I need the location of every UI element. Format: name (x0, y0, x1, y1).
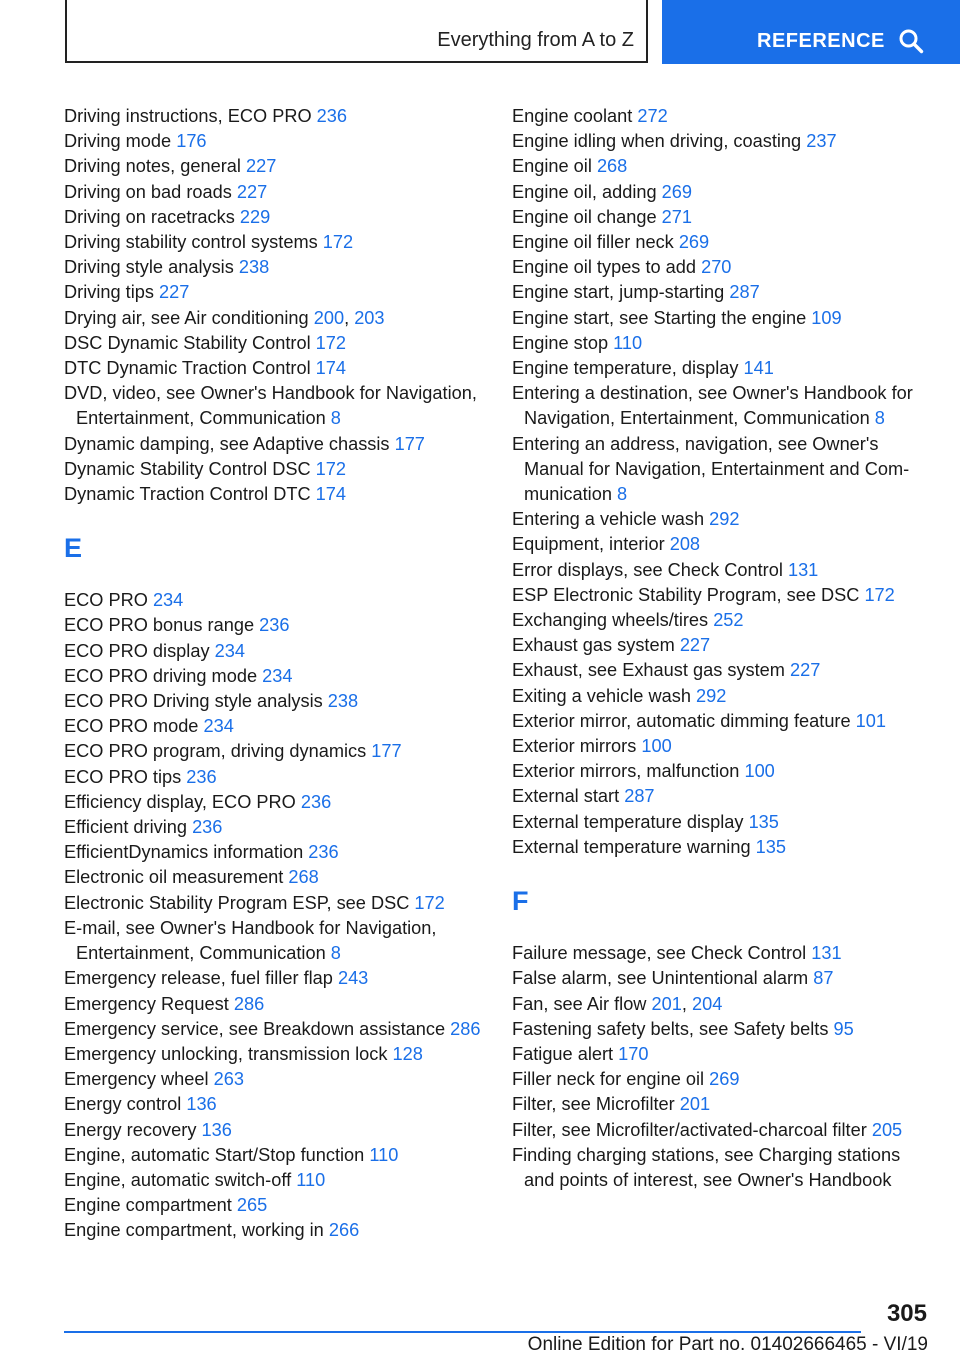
index-entry (512, 280, 932, 305)
index-entry (64, 992, 484, 1017)
index-entry (64, 588, 484, 613)
index-term: Exhaust gas system (512, 635, 680, 656)
page-link[interactable]: 172 (864, 584, 895, 605)
index-term: Exiting a vehicle wash (512, 685, 696, 706)
page-link[interactable]: 287 (624, 786, 655, 807)
section-letter: F (512, 886, 529, 917)
page-link[interactable]: 87 (813, 968, 834, 989)
footer-divider (64, 1331, 861, 1333)
index-entry (64, 1118, 484, 1143)
index-term: Emergency service, see Breakdown assistance (64, 1018, 451, 1039)
index-entry (512, 709, 932, 734)
reference-tab[interactable] (662, 0, 960, 64)
index-entry (64, 1092, 484, 1117)
index-term: Driving on racetracks (64, 206, 240, 227)
page-link[interactable]: 177 (394, 433, 425, 454)
page-link[interactable]: 269 (678, 232, 710, 253)
index-entry: Fan, see Air flow 201, 204 (512, 993, 723, 1014)
index-column-right (512, 104, 932, 1193)
page-link[interactable]: 8 (330, 943, 341, 964)
page-link[interactable]: 234 (214, 640, 245, 661)
index-term: Exterior mirrors (512, 736, 642, 757)
index-term: E-mail, see Owner's Handbook for Navigation, Entertainment, Communication (64, 917, 437, 964)
page-link[interactable]: 177 (371, 741, 402, 762)
page-link[interactable]: 236 (259, 615, 290, 636)
page-link[interactable]: 176 (176, 131, 207, 152)
page-link[interactable]: 101 (855, 710, 887, 731)
index-entry (512, 1067, 932, 1092)
index-term: Electronic oil measurement (64, 867, 289, 888)
index-term: Exchanging wheels/tires (512, 610, 714, 631)
page-link[interactable]: 270 (701, 257, 732, 278)
index-entry (64, 280, 484, 305)
index-entry (64, 765, 484, 790)
page-link[interactable]: 286 (450, 1018, 481, 1039)
page-link[interactable]: 135 (748, 811, 779, 832)
page-link[interactable]: 227 (236, 181, 268, 202)
header-frame (65, 0, 648, 63)
index-term: Engine oil (512, 156, 597, 177)
page-link[interactable]: 227 (679, 635, 711, 656)
page-link[interactable]: 172 (322, 232, 354, 253)
page-link[interactable]: 174 (315, 358, 347, 379)
index-term: Drying air, see Air conditioning (64, 307, 314, 328)
page-link[interactable]: 252 (713, 610, 744, 631)
index-term: Failure message, see Check Control (512, 943, 812, 964)
index-entry: Drying air, see Air conditioning 200, 203 (64, 307, 385, 328)
index-entry (64, 1017, 484, 1042)
page-link[interactable]: 109 (811, 307, 842, 328)
index-term: Filter, see Microfilter/activated-charcoal filter (512, 1119, 872, 1140)
index-entry (512, 734, 932, 759)
page-link[interactable]: 268 (596, 156, 628, 177)
index-term: Engine oil change (512, 206, 662, 227)
index-entry (512, 810, 932, 835)
index-term: Exhaust, see Exhaust gas system (512, 660, 790, 681)
index-entry (64, 639, 484, 664)
index-entry (64, 356, 484, 381)
page-link[interactable]: 8 (874, 408, 885, 429)
page-link[interactable]: 131 (787, 559, 819, 580)
page-link[interactable]: 201 (651, 993, 682, 1014)
index-term: Engine start, see Starting the engine (512, 307, 812, 328)
index-entry (64, 613, 484, 638)
index-entry (512, 835, 932, 860)
index-term: ECO PRO mode (64, 716, 204, 737)
index-term: Driving instructions, ECO PRO (64, 106, 317, 126)
index-entry (64, 104, 484, 129)
page-link[interactable]: 100 (641, 736, 672, 757)
page-link[interactable]: 234 (152, 590, 184, 611)
page-link[interactable]: 237 (806, 131, 837, 152)
index-term: External temperature display (512, 811, 749, 832)
index-entry (64, 840, 484, 865)
index-term: Engine stop (512, 332, 614, 353)
index-term: Engine oil, adding (512, 181, 662, 202)
page-link[interactable]: 110 (369, 1144, 399, 1165)
page-link[interactable]: 128 (392, 1043, 423, 1064)
index-term: ECO PRO tips (64, 766, 187, 787)
index-term: Engine oil types to add (512, 257, 702, 278)
page-link[interactable]: 95 (833, 1018, 854, 1039)
index-term: Engine idling when driving, coasting (512, 131, 807, 152)
index-term: Filler neck for engine oil (512, 1069, 710, 1090)
index-entry (64, 714, 484, 739)
page-number: 305 (886, 1300, 927, 1327)
page-link[interactable]: 227 (245, 156, 277, 177)
index-column-left (64, 104, 484, 1244)
index-entry (512, 432, 932, 508)
index-term: Engine start, jump-starting (512, 282, 730, 303)
index-entry (512, 941, 932, 966)
index-entry (512, 104, 932, 129)
index-entry (512, 558, 932, 583)
index-entry (512, 684, 932, 709)
index-term: Efficient driving (64, 817, 193, 838)
section-title: Everything from A to Z (437, 29, 634, 51)
index-term: Entering a vehicle wash (512, 509, 710, 530)
page-link[interactable]: 236 (308, 842, 339, 863)
index-entry (512, 658, 932, 683)
page-link[interactable]: 238 (327, 691, 359, 712)
page-link[interactable]: 172 (315, 458, 347, 479)
page-link[interactable]: 292 (696, 685, 727, 706)
index-entry (512, 331, 932, 356)
page-link[interactable]: 287 (729, 282, 760, 303)
index-entry (64, 1218, 484, 1243)
index-term: Filter, see Microfilter (512, 1094, 680, 1115)
page-link[interactable]: 201 (679, 1094, 711, 1115)
index-entry (512, 356, 932, 381)
page-link[interactable]: 292 (709, 509, 740, 530)
index-term: External temperature warning (512, 836, 756, 857)
page-link[interactable]: 205 (871, 1119, 903, 1140)
page-link[interactable]: 272 (637, 106, 668, 126)
index-term: ECO PRO program, driving dynamics (64, 741, 372, 762)
index-entry (64, 664, 484, 689)
index-entry (512, 1017, 932, 1042)
page-link[interactable]: 227 (159, 282, 190, 303)
page-link[interactable]: 136 (201, 1119, 232, 1140)
page-link[interactable]: 286 (233, 993, 265, 1014)
page-link[interactable]: 236 (192, 817, 223, 838)
index-entry (512, 381, 932, 431)
index-term: Energy control (64, 1094, 187, 1115)
index-term: EfficientDynamics information (64, 842, 309, 863)
index-entry (512, 1092, 932, 1117)
page-link[interactable]: 229 (239, 206, 271, 227)
index-term: Driving stability control systems (64, 232, 323, 253)
page-link[interactable]: 269 (661, 181, 693, 202)
page-link[interactable]: 100 (744, 761, 775, 782)
index-term: Fan, see Air flow (512, 993, 652, 1014)
index-term: External start (512, 786, 625, 807)
page-link[interactable]: 135 (755, 836, 786, 857)
index-term: Error displays, see Check Control (512, 559, 788, 580)
index-term: Exterior mirrors, malfunction (512, 761, 745, 782)
index-term: Engine compartment (64, 1195, 237, 1216)
page-link[interactable]: 238 (238, 257, 270, 278)
index-term: Driving on bad roads (64, 181, 237, 202)
index-entry (64, 891, 484, 916)
page-link[interactable]: 266 (328, 1220, 360, 1241)
index-term: Dynamic Traction Control DTC (64, 484, 316, 505)
index-entry (512, 532, 932, 557)
index-entry (64, 865, 484, 890)
index-term: DTC Dynamic Traction Control (64, 358, 316, 379)
index-term: Engine, automatic Start/Stop function (64, 1144, 370, 1165)
page-link[interactable]: 141 (743, 358, 774, 379)
section-letter: E (64, 533, 83, 564)
index-term: Entering an address, navigation, see Owner's Manual for Navigation, Entertainment and Communication (512, 433, 910, 505)
index-entry (64, 457, 484, 482)
index-entry (512, 205, 932, 230)
index-entry (512, 759, 932, 784)
index-term: Emergency Request (64, 993, 234, 1014)
page-link[interactable]: 227 (790, 660, 821, 681)
index-entry (64, 432, 484, 457)
index-entry (512, 129, 932, 154)
page-link[interactable]: 271 (661, 206, 693, 227)
index-term: DSC Dynamic Stability Control (64, 332, 316, 353)
index-term: DVD, video, see Owner's Handbook for Navigation, Entertainment, Communication (64, 383, 477, 429)
index-entry (64, 1193, 484, 1218)
page-link[interactable]: 200 (313, 307, 345, 328)
page-link[interactable]: 236 (300, 791, 332, 812)
index-entry (64, 154, 484, 179)
index-entry (64, 966, 484, 991)
page-link[interactable]: 203 (354, 307, 385, 328)
index-entry (512, 507, 932, 532)
page-link[interactable]: 204 (691, 993, 723, 1014)
index-term: ECO PRO (64, 590, 153, 611)
index-entry (64, 815, 484, 840)
index-term: Emergency wheel (64, 1069, 214, 1090)
page-link[interactable]: 110 (613, 332, 643, 353)
index-term: Driving mode (64, 131, 177, 152)
index-entry (512, 306, 932, 331)
index-term: Equipment, interior (512, 534, 670, 555)
page-link[interactable]: 8 (330, 408, 341, 429)
page-link[interactable]: 172 (315, 332, 347, 353)
index-entry (64, 790, 484, 815)
index-entry (512, 1143, 932, 1193)
index-term: Fatigue alert (512, 1043, 619, 1064)
index-entry (64, 255, 484, 280)
index-entry (64, 689, 484, 714)
index-entry (512, 255, 932, 280)
index-term: Entering a destination, see Owner's Handbook for Navigation, Entertainment, Communication (512, 383, 913, 429)
index-entry (512, 230, 932, 255)
index-term: Energy recovery (64, 1119, 202, 1140)
index-entry (512, 180, 932, 205)
index-term: Dynamic Stability Control DSC (64, 458, 316, 479)
search-icon[interactable] (898, 28, 924, 54)
page-link[interactable]: 269 (709, 1069, 740, 1090)
index-term: Engine temperature, display (512, 358, 744, 379)
index-entry (512, 583, 932, 608)
index-entry (64, 381, 484, 431)
page-link[interactable]: 263 (213, 1069, 244, 1090)
index-term: Emergency unlocking, transmission lock (64, 1043, 393, 1064)
index-entry (512, 784, 932, 809)
page-link[interactable]: 110 (296, 1169, 326, 1190)
index-term: ECO PRO bonus range (64, 615, 260, 636)
index-term: Engine, automatic switch-off (64, 1169, 297, 1190)
index-entry (512, 966, 932, 991)
page-link[interactable]: 136 (186, 1094, 217, 1115)
page-link[interactable]: 8 (617, 484, 628, 505)
index-term: Emergency release, fuel filler flap (64, 968, 338, 989)
page-link[interactable]: 174 (315, 484, 347, 505)
index-entry (64, 1042, 484, 1067)
index-entry (64, 1067, 484, 1092)
index-term: Finding charging stations, see Charging stations and points of interest, see Owner's Handbook (512, 1144, 901, 1190)
index-entry (64, 482, 484, 507)
index-entry (512, 154, 932, 179)
index-term: Driving notes, general (64, 156, 246, 177)
page-link[interactable]: 265 (236, 1195, 268, 1216)
index-entry (64, 180, 484, 205)
index-entry (64, 1168, 484, 1193)
page-link[interactable]: 234 (203, 716, 234, 737)
index-entry (64, 1143, 484, 1168)
index-term: Engine coolant (512, 106, 638, 126)
index-term: ECO PRO display (64, 640, 215, 661)
index-entry (512, 608, 932, 633)
footer-edition: Online Edition for Part no. 01402666465 - VI/19 (527, 1334, 928, 1355)
page-link[interactable]: 236 (316, 106, 348, 126)
index-entry (64, 129, 484, 154)
index-entry (512, 633, 932, 658)
index-term: Dynamic damping, see Adaptive chassis (64, 433, 395, 454)
page-link[interactable]: 243 (337, 968, 369, 989)
page-link[interactable]: 170 (618, 1043, 649, 1064)
index-entry (64, 739, 484, 764)
index-term: Engine compartment, working in (64, 1220, 329, 1241)
index-term: Fastening safety belts, see Safety belts (512, 1018, 834, 1039)
page-link[interactable]: 172 (414, 892, 445, 913)
index-entry (64, 230, 484, 255)
reference-tab-label: REFERENCE (757, 30, 885, 52)
index-term: ECO PRO driving mode (64, 665, 263, 686)
page-link[interactable]: 131 (811, 943, 842, 964)
index-term: False alarm, see Unintentional alarm (512, 968, 814, 989)
index-entry (512, 1118, 932, 1143)
index-term: Efficiency display, ECO PRO (64, 791, 301, 812)
index-term: Engine oil filler neck (512, 232, 679, 253)
index-entry (64, 331, 484, 356)
index-term: Exterior mirror, automatic dimming feature (512, 710, 856, 731)
index-term: Electronic Stability Program ESP, see DSC (64, 892, 415, 913)
index-entry (512, 1042, 932, 1067)
page-link[interactable]: 234 (262, 665, 293, 686)
index-entry (64, 205, 484, 230)
index-term: Driving tips (64, 282, 160, 303)
index-term: Driving style analysis (64, 257, 239, 278)
index-term: ESP Electronic Stability Program, see DSC (512, 584, 865, 605)
page-link[interactable]: 268 (288, 867, 319, 888)
page-link[interactable]: 208 (669, 534, 701, 555)
page-link[interactable]: 236 (186, 766, 217, 787)
index-term: ECO PRO Driving style analysis (64, 691, 328, 712)
index-entry (64, 916, 484, 966)
